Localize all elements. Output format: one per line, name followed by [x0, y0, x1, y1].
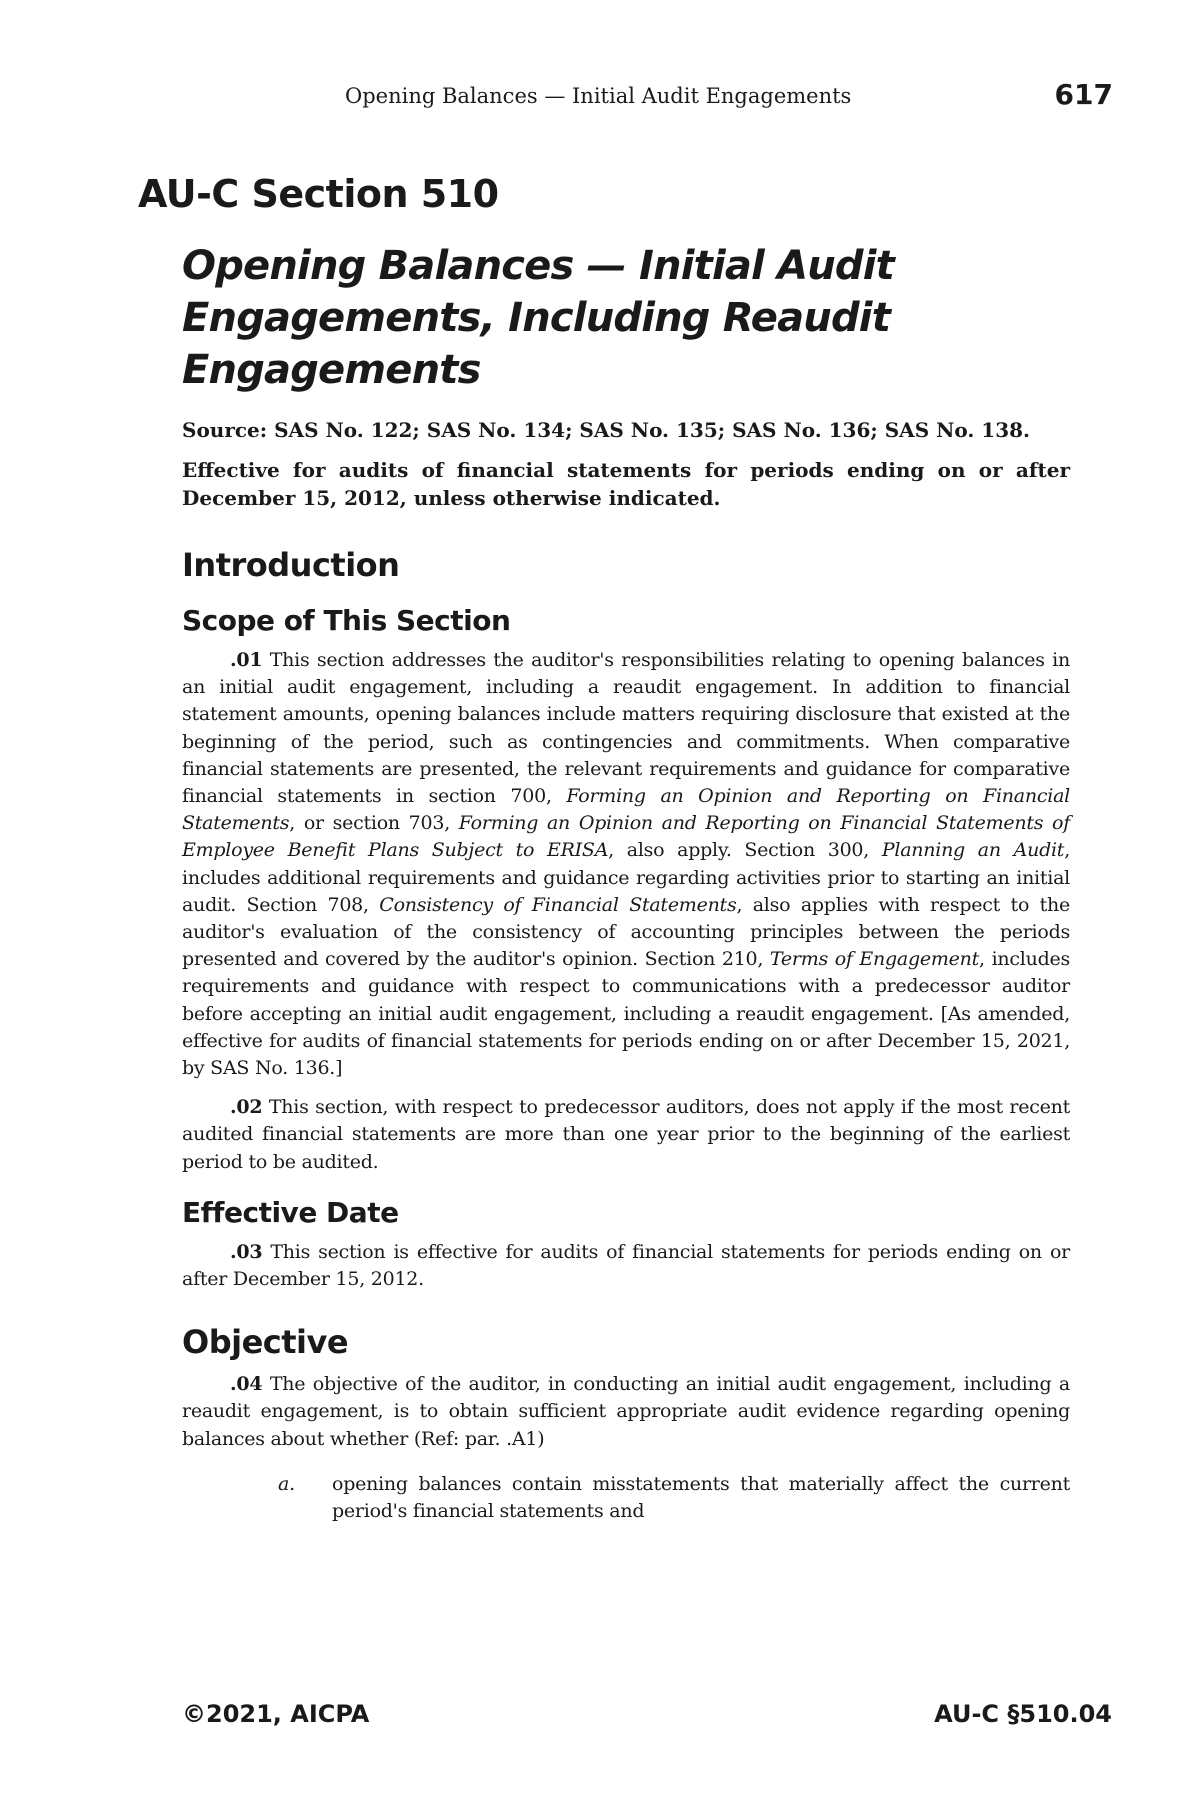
list-marker: a. — [278, 1472, 295, 1495]
paragraph-number: .03 — [230, 1240, 263, 1263]
paragraph-text: , also applies with respect to the auditor's evaluation of the consistency of accounting principles between the periods presented and covered by the auditor's opinion. Section 210, — [182, 893, 1070, 971]
section-700-title: Forming an Opinion and Reporting on Financial Statements — [182, 785, 1070, 835]
section-703-title: Forming an Opinion and Reporting on Financial Statements of Employee Benefit Plans Subject to ERISA — [182, 812, 1070, 862]
paragraph-text: This section, with respect to predecessor auditors, does not apply if the most recent audited financial statements are more than one year prior to the beginning of the earliest period to be audited. — [182, 1096, 1070, 1173]
heading-objective: Objective — [182, 1323, 349, 1362]
effective-note: Effective for audits of financial statements for periods ending on or after December 15, 2012, unless otherwise indicated. — [182, 458, 1070, 510]
paragraph-number: .04 — [230, 1373, 263, 1396]
paragraph-02 — [182, 1094, 1070, 1176]
heading-introduction: Introduction — [182, 546, 400, 584]
page-number: 617 — [1054, 78, 1113, 111]
paragraph-text: This section is effective for audits of financial statements for periods ending on or after December 15, 2012. — [182, 1240, 1070, 1291]
paragraph-text: This section addresses the auditor's responsibilities relating to opening balances in an initial audit engagement, including a reaudit engagement. In addition to financial statement amounts, opening balances include matters requiring disclosure that existed at the beginning of the period, such as contingencies and commitments. When comparative financial statements are presented, the relevant requirements and guidance for comparative financial statements in section 700, — [182, 649, 1070, 808]
document-title: Opening Balances — Initial Audit Engagements, Including Reaudit Engagements — [182, 243, 894, 393]
paragraph-text: , includes requirements and guidance with respect to communications with a predecessor auditor before accepting an initial audit engagement, including a reaudit engagement. [As amended, effective for audits of financial statements for periods ending on or after December 15, 2021, by SAS No. 136.] — [182, 948, 1070, 1080]
section-210-title: Terms of Engagement — [769, 948, 980, 971]
paragraph-text: , or section 703, — [289, 812, 459, 835]
section-300-title: Planning an Audit — [881, 839, 1065, 862]
section-label: AU-C Section 510 — [138, 172, 499, 216]
paragraph-04 — [182, 1371, 1070, 1453]
list-item-text: opening balances contain misstatements that materially affect the current period's financial statements and — [332, 1472, 1070, 1523]
list-item-a — [182, 1471, 1070, 1525]
document-body — [182, 240, 1070, 1525]
paragraph-text: , includes additional requirements and guidance regarding activities prior to starting an initial audit. Section 708, — [182, 839, 1070, 916]
source-note: Source: SAS No. 122; SAS No. 134; SAS No. 135; SAS No. 136; SAS No. 138. — [182, 418, 1031, 442]
section-708-title: Consistency of Financial Statements — [379, 893, 737, 916]
paragraph-text: , also apply. Section 300, — [608, 839, 882, 862]
paragraph-number: .02 — [230, 1096, 263, 1119]
paragraph-03 — [182, 1239, 1070, 1293]
heading-scope: Scope of This Section — [182, 604, 511, 637]
running-title: Opening Balances — Initial Audit Engagements — [345, 84, 852, 108]
footer-reference: AU-C §510.04 — [934, 1700, 1112, 1728]
paragraph-text: The objective of the auditor, in conducting an initial audit engagement, including a reaudit engagement, is to obtain sufficient appropriate audit evidence regarding opening balances about whether (Ref: par. .A1) — [182, 1373, 1070, 1450]
paragraph-01 — [182, 647, 1070, 1082]
heading-effective-date: Effective Date — [182, 1195, 399, 1229]
paragraph-number: .01 — [230, 649, 263, 671]
footer-copyright: ©2021, AICPA — [182, 1700, 370, 1728]
